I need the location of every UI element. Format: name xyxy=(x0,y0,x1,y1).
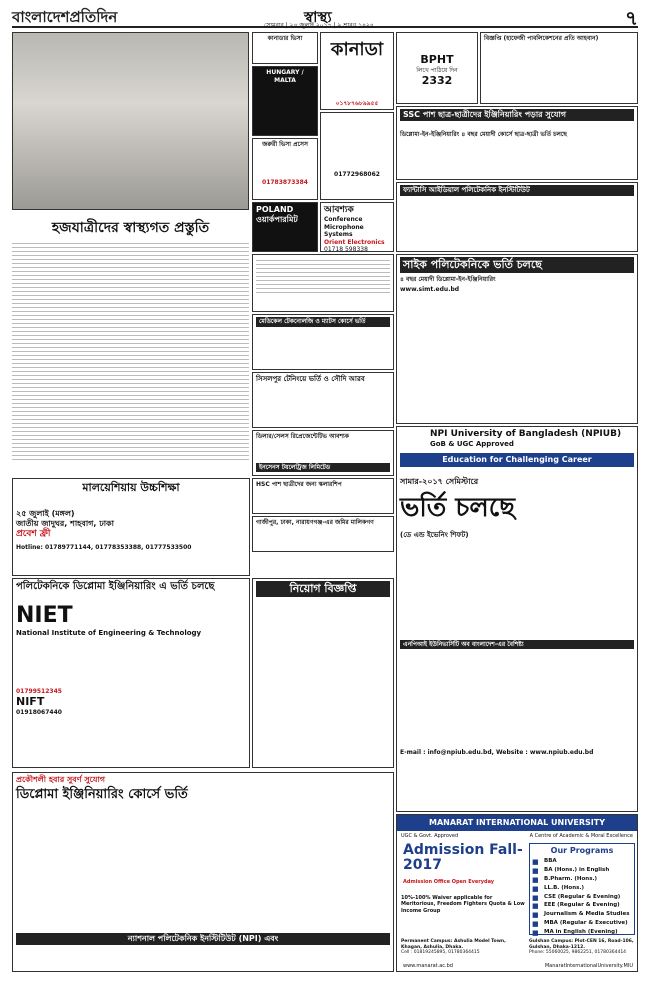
program-item: ■ BA (Hons.) in English xyxy=(532,867,632,874)
manarat-admission: Admission Fall-2017 xyxy=(403,842,523,874)
manarat-campus-1: Permanent Campus: Ashulia Model Town, Khagan, Ashulia, Dhaka. Cell : 01819245895, 01780364415 xyxy=(401,939,506,956)
hungary-malta-ad: HUNGARY / MALTA xyxy=(252,66,318,136)
npiub-ad: NPI University of Bangladesh (NPIUB) GoB & UGC Approved Education for Challenging Career সামার-২০১৭ সেমিস্টারে ভর্তি চলছে (ডে এন্ড ইভেনিং শিফট) এনপিআই ইউনিভার্সিটি অব বাংলাদেশ-এর বৈশিষ্ট্য E-mail : info@npiub.edu.bd, Website : www.npiub.edu.bd xyxy=(396,426,638,812)
section-title: স্বাস্থ্য xyxy=(304,8,332,26)
program-item: ■ MA in English (Evening) xyxy=(532,929,632,936)
article-headline-box xyxy=(12,212,249,238)
diploma-engineering-ad: প্রকৌশলী হবার সুবর্ণ সুযোগ ডিপ্লোমা ইঞ্জিনিয়ারিং কোর্সে ভর্তি ন্যাশনাল পলিটেকনিক ইনস্টিটিউট (NPI) এবং xyxy=(12,772,394,972)
manarat-facebook: ManaratInternationalUniversity.MIU xyxy=(544,962,633,969)
dealer-wanted-ad: ডিলার/সেলস রিপ্রেজেন্টেটিভ আবশ্যক ইনসেনস টয়লেট্রিজ লিমিটেড xyxy=(252,430,394,476)
small-classified-ads xyxy=(252,254,394,312)
program-item: ■ CSE (Regular & Evening) xyxy=(532,894,632,901)
manarat-university-ad xyxy=(396,814,638,972)
program-item: ■ MBA (Regular & Executive) xyxy=(532,920,632,927)
ssc-engineering-ad: SSC পাশ ছাত্র-ছাত্রীদের ইঞ্জিনিয়ারিং পড়ার সুযোগ ডিপ্লোমা-ইন-ইঞ্জিনিয়ারিং ৪ বছর মেয়াদী কোর্সে ছাত্র-ছাত্রী ভর্তি চলছে xyxy=(396,106,638,180)
article-body xyxy=(12,240,249,476)
bpht-ad: BPHT লিখে পাঠিয়ে দিন 2332 xyxy=(396,32,478,104)
manarat-program-list xyxy=(532,858,632,936)
hsc-scholarship-ad: HSC পাশ ছাত্রীদের জন্য স্কলারশিপ xyxy=(252,478,394,514)
notice-ad: বিজ্ঞপ্তি (হাফেজী পাবলিকেশনের প্রতি আহবান) xyxy=(480,32,638,104)
conference-mic-ad: আবশ্যক Conference Microphone Systems Orient Electronics 01718 598338 xyxy=(320,202,394,252)
recruitment-notice-ad: নিয়োগ বিজ্ঞপ্তি xyxy=(252,578,394,768)
manarat-campus-2: Gulshan Campus: Plot-CEN 16, Road-106, Gulshan, Dhaka-1212. Phone: 55060025, 9862251, 01780364414 xyxy=(529,939,634,956)
sislpur-training-ad: সিসলপুর টেনিংয়ে ভর্তি ও সৌদি আরব xyxy=(252,372,394,428)
manarat-motto: A Centre of Academic & Moral Excellence xyxy=(529,833,633,839)
program-item: ■ Journalism & Media Studies xyxy=(532,911,632,918)
manarat-programs-title: Our Programs xyxy=(550,846,614,855)
niet-polytechnic-ad: পলিটেকনিকে ডিপ্লোমা ইঞ্জিনিয়ারিং এ ভর্তি চলছে NIET National Institute of Engineering & Technology 01799512345 NIFT 01918067440 xyxy=(12,578,250,768)
article-headline: হজযাত্রীদের স্বাস্থ্যগত প্রস্তুতি xyxy=(51,220,210,236)
page-header xyxy=(12,6,638,28)
program-item: ■ EEE (Regular & Evening) xyxy=(532,902,632,909)
newspaper-brand: বাংলাদেশপ্রতিদিন xyxy=(12,8,118,26)
page-number: ৭ xyxy=(624,6,638,30)
medical-technology-ad: মেডিকেল টেকনোলজি ও ম্যাটস কোর্সে ভর্তি xyxy=(252,314,394,370)
manarat-web: www.manarat.ac.bd xyxy=(403,962,453,969)
manarat-waiver: 10%-100% Waiver applicable for Meritorious, Freedom Fighters Quota & Low Income Group xyxy=(401,895,525,914)
canada-visa-ad: কানাডার ভিসা xyxy=(252,32,318,64)
fantasy-ideal-ad: ফ্যান্টাসি আইডিয়াল পলিটেকনিক ইনস্টিটিউট xyxy=(396,182,638,252)
program-item: ■ BBA xyxy=(532,858,632,865)
program-item: ■ LL.B. (Hons.) xyxy=(532,885,632,892)
gazipur-land-ad: গাজীপুর, ঢাকা, নারায়ণগঞ্জ-এর জমির মালিকগণ xyxy=(252,516,394,552)
hajj-photo xyxy=(12,32,249,210)
manarat-open: Admission Office Open Everyday xyxy=(403,879,495,885)
poland-ad: POLAND ওয়ার্কপারমিট xyxy=(252,202,318,252)
kanada-ad: কানাডা ০১৭৮৭৬৮৯৯৫৫ xyxy=(320,32,394,110)
manarat-programs-box xyxy=(529,843,635,935)
manarat-name: MANARAT INTERNATIONAL UNIVERSITY xyxy=(397,815,637,831)
manarat-approved: UGC & Govt. Approved xyxy=(401,833,459,839)
malaysia-company-ad: 01772968062 xyxy=(320,112,394,200)
saik-polytechnic-ad: সাইক পলিটেকনিকে ভর্তি চলছে ৪ বছর মেয়াদী ডিপ্লোমা-ইন-ইঞ্জিনিয়ারিং www.simt.edu.bd xyxy=(396,254,638,424)
issue-date: সোমবার | ২৪ জুলাই ২০১৭ | ৯ শ্রাবণ ১৪২৪ xyxy=(264,22,374,29)
program-item: ■ B.Pharm. (Hons.) xyxy=(532,876,632,883)
urgent-visa-ad: জরুরী ভিসা প্রসেস 01783873384 xyxy=(252,138,318,200)
malaysia-education-ad: মালয়েশিয়ায় উচ্চশিক্ষা ২৫ জুলাই (মঙ্গল) জাতীয় জাদুঘর, শাহবাগ, ঢাকা প্রবেশ ফ্রী Hotline: 01789771144, 01778353388, 01777533500 xyxy=(12,478,250,576)
